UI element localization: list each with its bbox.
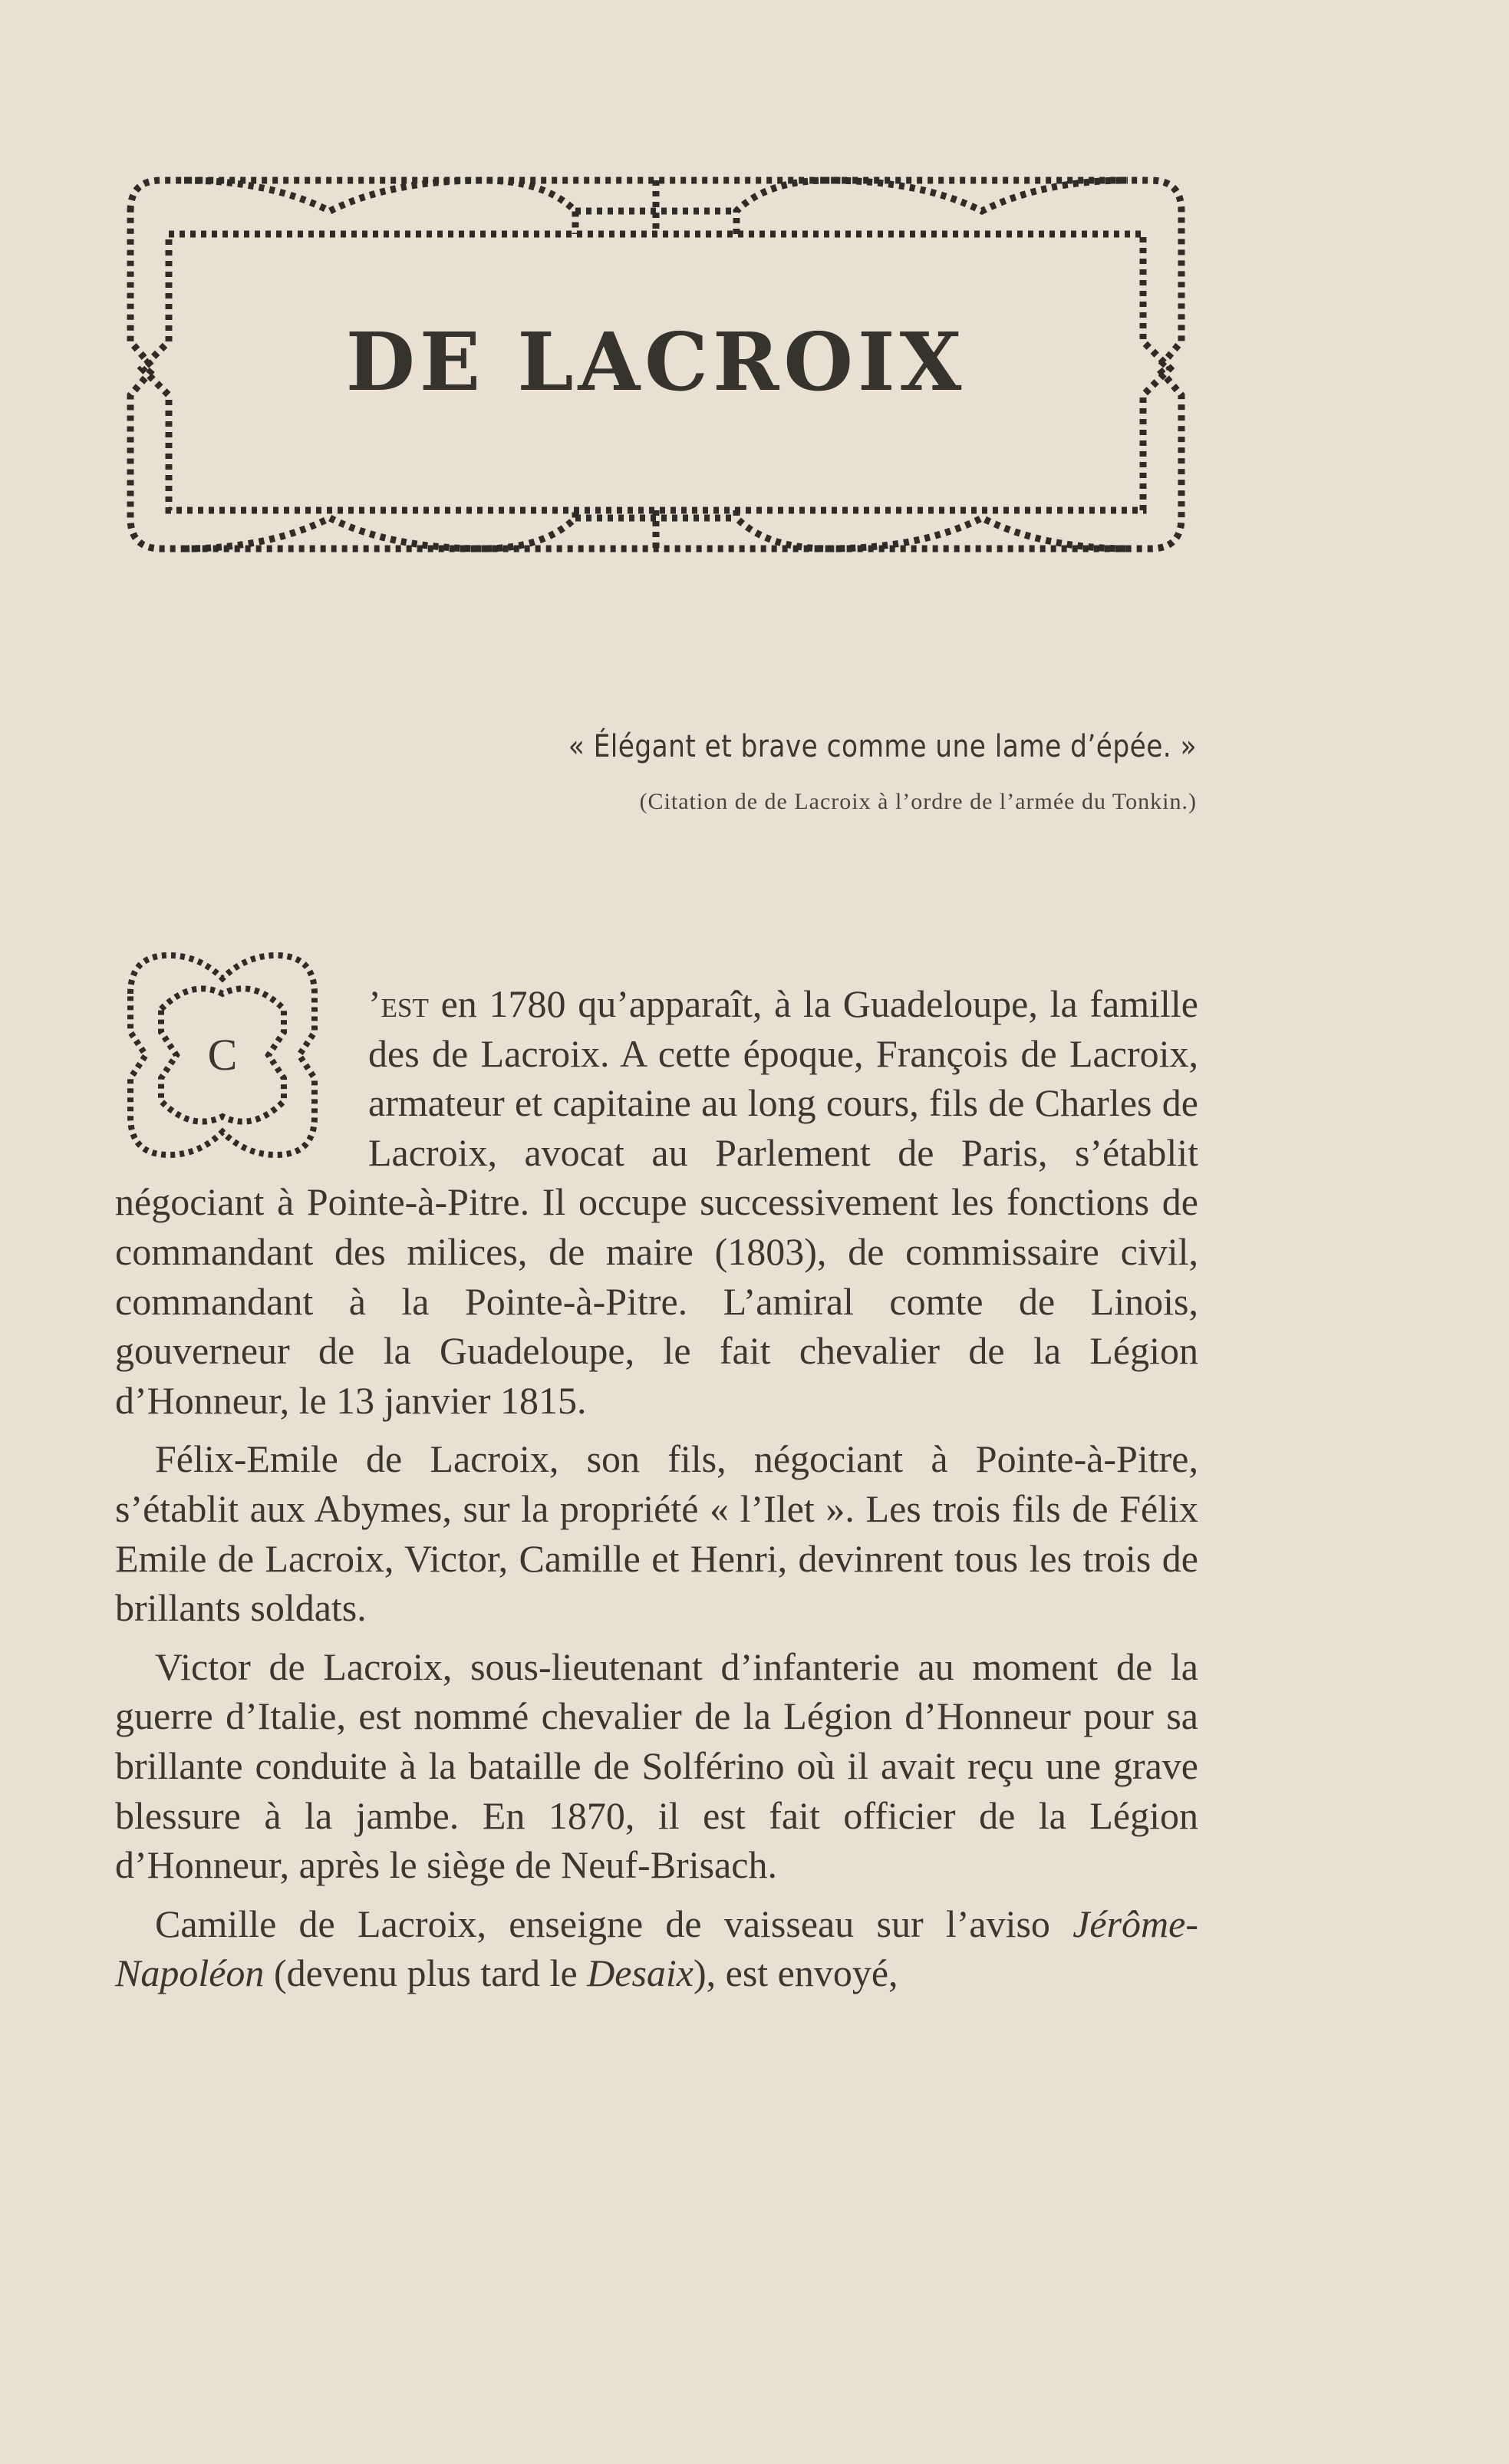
ship-name-desaix: Desaix xyxy=(587,1951,694,1995)
ship-name-jerome-napoleon: Jérôme-Napoléon xyxy=(115,1902,1198,1995)
paragraph-1 xyxy=(115,979,1198,1425)
paragraph-2: Félix-Emile de Lacroix, son fils, négociant à Pointe-à-Pitre, s’établit aux Abymes, sur la propriété « l’Ilet ». Les trois fils de Félix Emile de Lacroix, Victor, Camille et Henri, devinrent tous les trois de brillants soldats. xyxy=(115,1437,1198,1630)
paragraph-1-opening-word: ’est xyxy=(368,982,429,1025)
paragraph-4-text-mid: (devenu plus tard le xyxy=(264,1951,588,1995)
paragraph-4-text-end: ), est envoyé, xyxy=(693,1951,898,1995)
paragraph-3: Victor de Lacroix, sous-lieutenant d’infanterie au moment de la guerre d’Italie, est nommé chevalier de la Légion d’Honneur pour sa brillante conduite à la bataille de Solférino où il avait reçu une grave blessure à la jambe. En 1870, il est fait officier de la Légion d’Honneur, après le siège de Neuf-Brisach. xyxy=(115,1644,1198,1887)
paragraph-4 xyxy=(115,1899,1198,1998)
body-text xyxy=(115,979,1198,1998)
epigraph-quote: « Élégant et brave comme une lame d’épée. » xyxy=(568,729,1197,764)
paragraph-1-text: en 1780 qu’apparaît, à la Guadeloupe, la famille des de Lacroix. A cette époque, François de Lacroix, armateur et capitaine au long cours, fils de Charles de Lacroix, avocat au Parlement de Paris, s’établit négociant à Pointe-à-Pitre. Il occupe successivement les fonctions de commandant des milices, de maire (1803), de commissaire civil, commandant à la Pointe-à-Pitre. L’amiral comte de Linois, gouverneur de la Guadeloupe, le fait chevalier de la Légion d’Honneur, le 13 janvier 1815. xyxy=(115,982,1198,1422)
page-title: DE LACROIX xyxy=(345,315,967,409)
paragraph-4-text-start: Camille de Lacroix, enseigne de vaisseau sur l’aviso xyxy=(155,1902,1073,1945)
drop-cap-letter: C xyxy=(207,1030,238,1080)
epigraph-citation: (Citation de de Lacroix à l’ordre de l’armée du Tonkin.) xyxy=(639,789,1197,814)
